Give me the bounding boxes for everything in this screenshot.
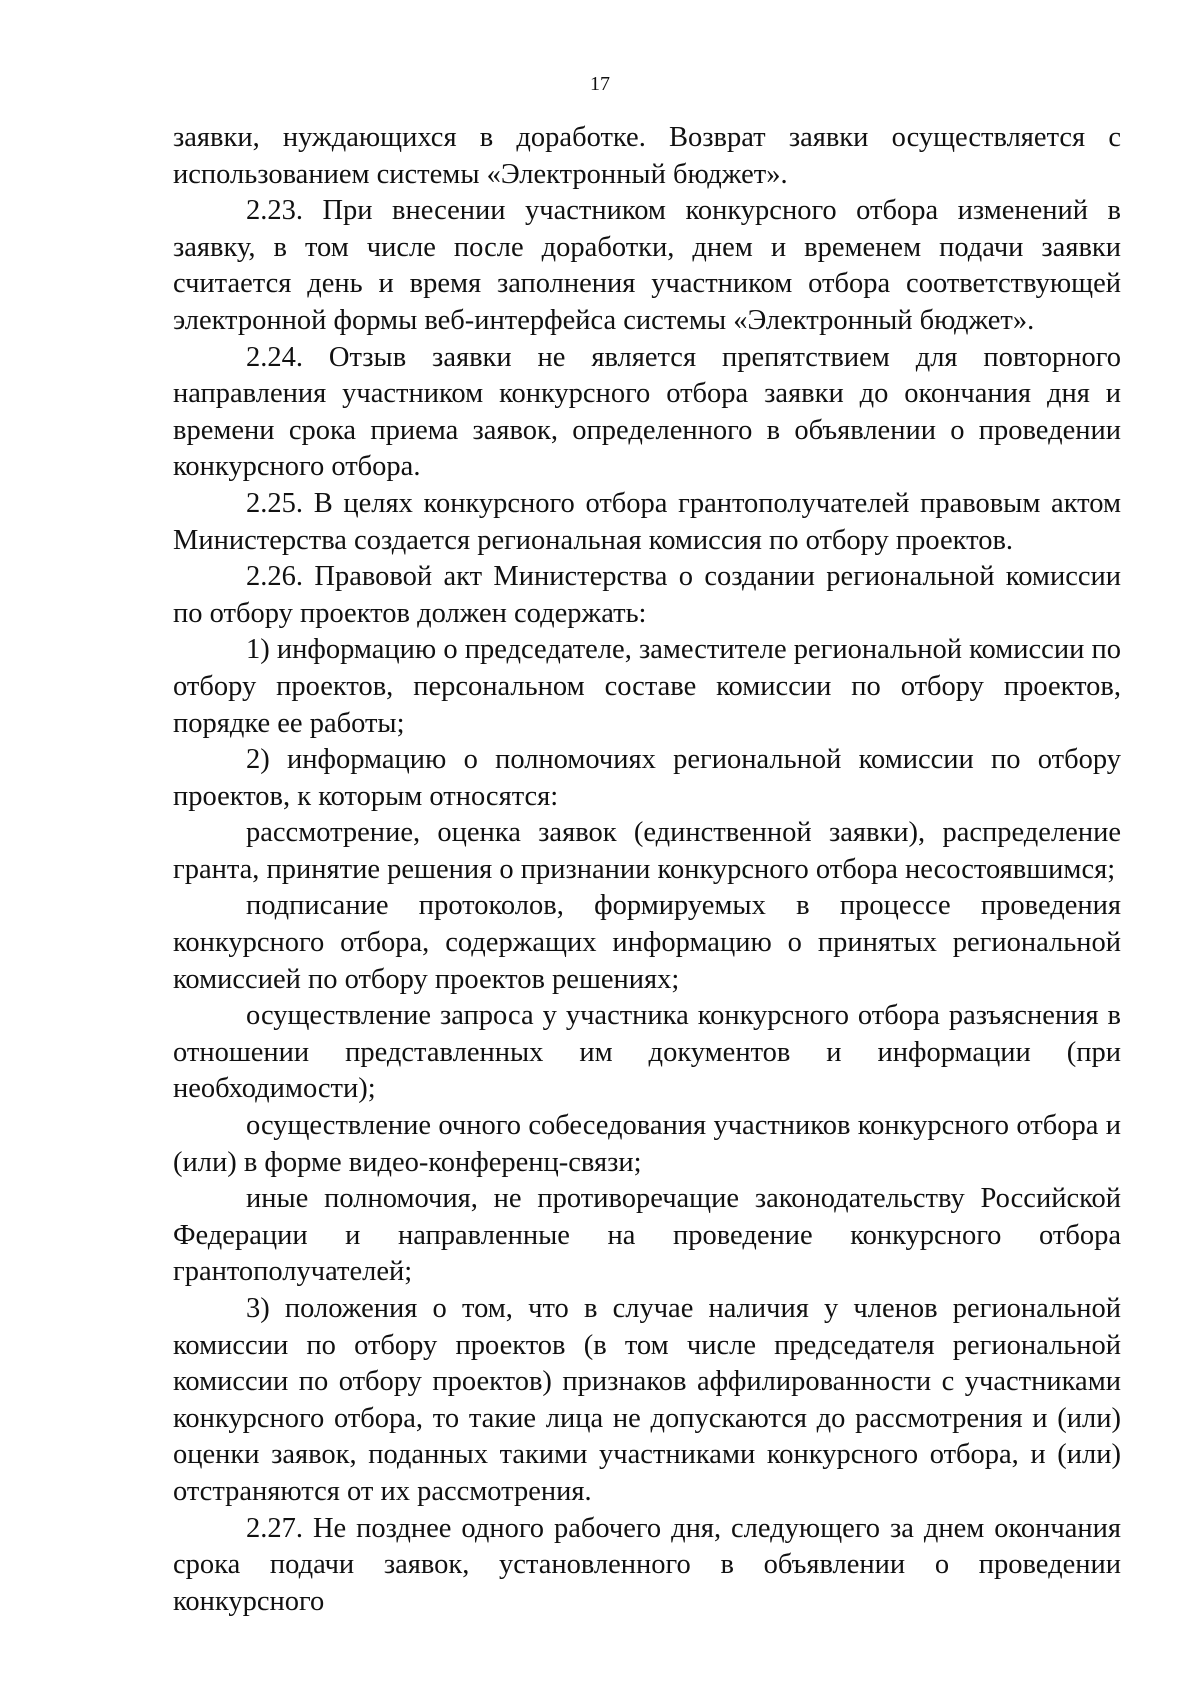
sub-item-review: рассмотрение, оценка заявок (единственной заявки), распределение гранта, принятие решения о признании конкурсного отбора несостоявшимся; <box>173 817 1121 885</box>
sub-item-clarification: осуществление запроса у участника конкурсного отбора разъяснения в отношении представленных им документов и информации (при необходимости); <box>173 1000 1121 1105</box>
paragraph-continuation: заявки, нуждающихся в доработке. Возврат заявки осуществляется с использованием системы «Электронный бюджет». <box>173 122 1121 190</box>
document-body <box>173 120 1121 1620</box>
paragraph-2-23: 2.23. При внесении участником конкурсного отбора изменений в заявку, в том числе после доработки, днем и временем подачи заявки считается день и время заполнения участником отбора соответствующей электронной формы веб-интерфейса системы «Электронный бюджет». <box>173 195 1121 336</box>
page-number: 17 <box>590 73 610 95</box>
paragraph-2-24: 2.24. Отзыв заявки не является препятствием для повторного направления участником конкурсного отбора заявки до окончания дня и времени срока приема заявок, определенного в объявлении о проведении конкурсного отбора. <box>173 341 1121 483</box>
sub-item-protocols: подписание протоколов, формируемых в процессе проведения конкурсного отбора, содержащих информацию о принятых региональной комиссией по отбору проектов решениях; <box>173 890 1121 995</box>
paragraph-2-27: 2.27. Не позднее одного рабочего дня, следующего за днем окончания срока подачи заявок, установленного в объявлении о проведении конкурсного <box>173 1512 1121 1617</box>
list-item-2: 2) информацию о полномочиях региональной комиссии по отбору проектов, к которым относятся: <box>173 744 1121 812</box>
sub-item-interview: осуществление очного собеседования участников конкурсного отбора и (или) в форме видео-конференц-связи; <box>173 1110 1121 1178</box>
sub-item-other-powers: иные полномочия, не противоречащие законодательству Российской Федерации и направленные на проведение конкурсного отбора грантополучателей; <box>173 1183 1121 1288</box>
paragraph-2-25: 2.25. В целях конкурсного отбора грантополучателей правовым актом Министерства создается региональная комиссия по отбору проектов. <box>173 487 1121 556</box>
paragraph-2-26: 2.26. Правовой акт Министерства о создании региональной комиссии по отбору проектов должен содержать: <box>173 561 1121 629</box>
list-item-1: 1) информацию о председателе, заместителе региональной комиссии по отбору проектов, персональном составе комиссии по отбору проектов, порядке ее работы; <box>173 634 1121 739</box>
list-item-3: 3) положения о том, что в случае наличия у членов региональной комиссии по отбору проектов (в том числе председателя региональной комиссии по отбору проектов) признаков аффилированности с участниками конкурсного отбора, то такие лица не допускаются до рассмотрения и (или) оценки заявок, поданных такими участниками конкурсного отбора, и (или) отстраняются от их рассмотрения. <box>173 1293 1121 1507</box>
